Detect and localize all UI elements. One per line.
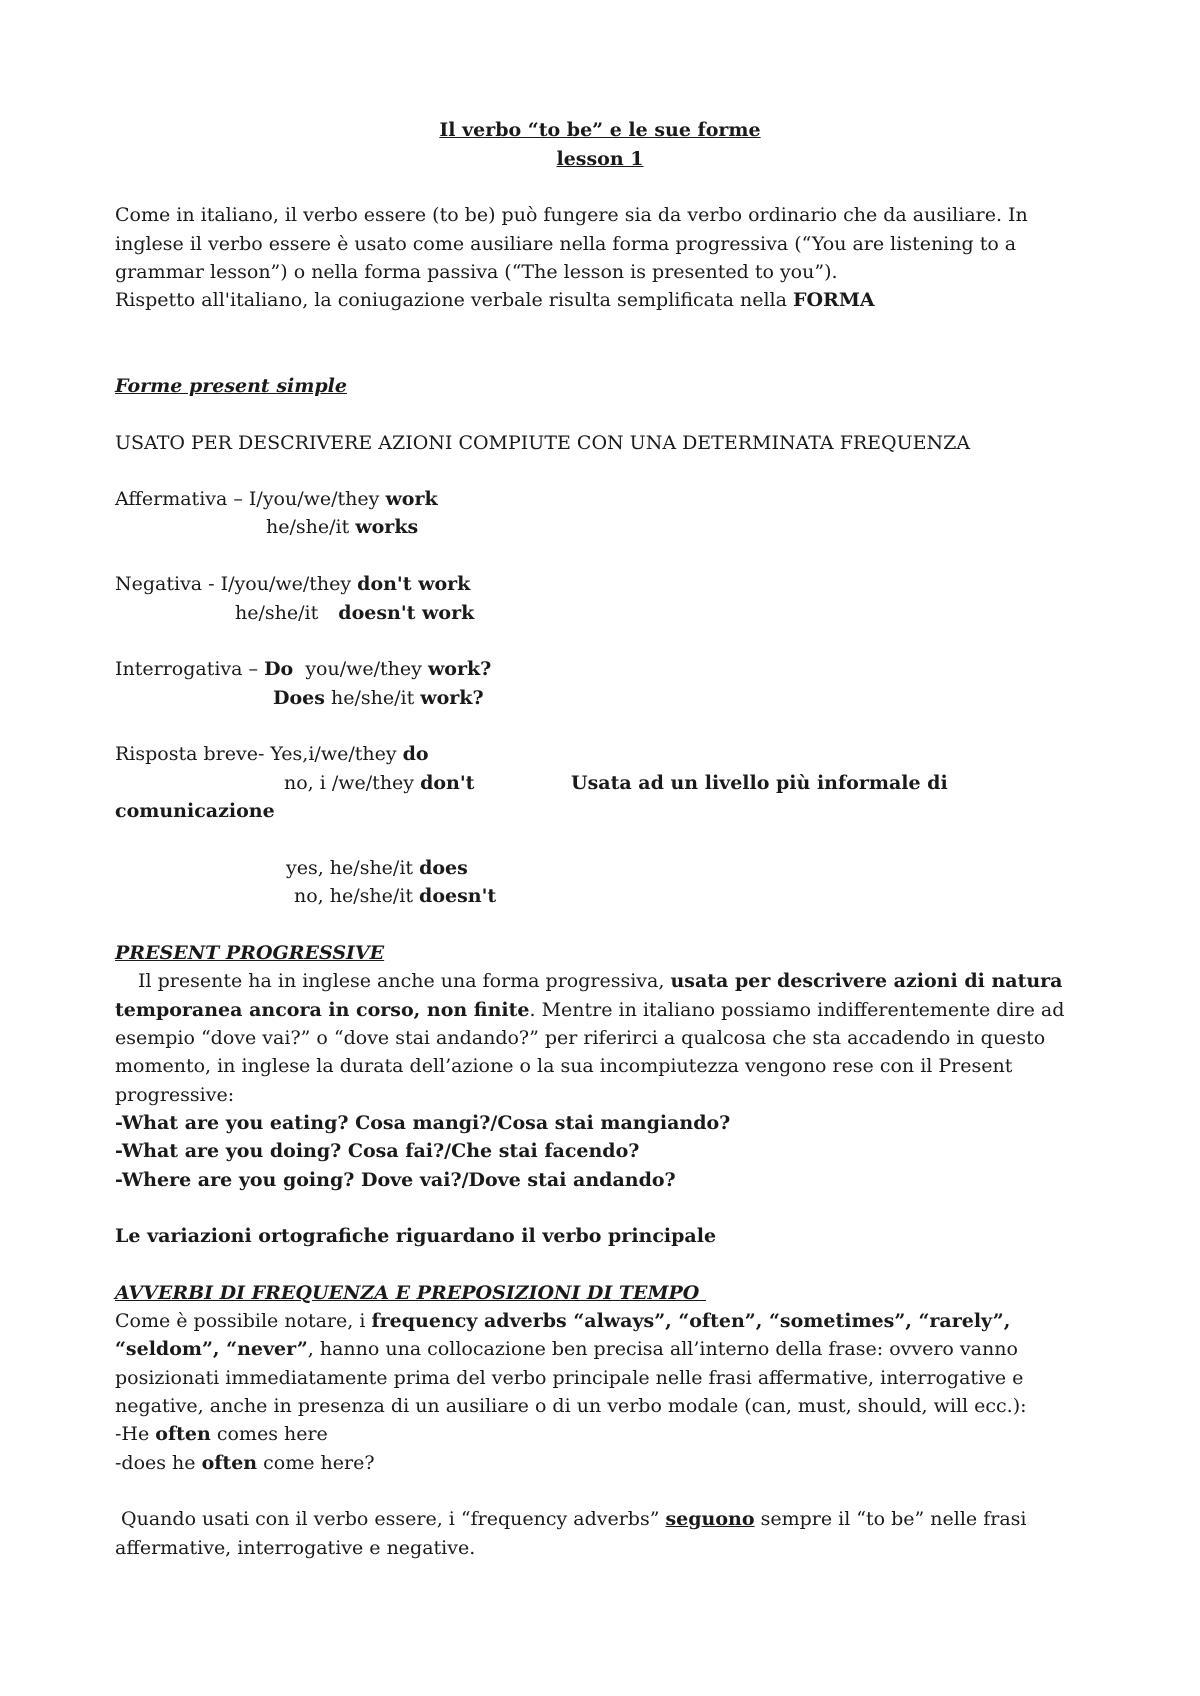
adverbs-line-3: posizionati immediatamente prima del verbo principale nelle frasi affermative, interrogative e (115, 1367, 1024, 1389)
progressive-line-1 (115, 967, 1062, 996)
interrogative-verb: work? (427, 658, 492, 680)
progressive-line-1-bold: usata per descrivere azioni di natura (670, 970, 1063, 992)
present-simple-heading: Forme present simple (115, 375, 347, 397)
progressive-line-2-bold: temporanea ancora in corso, non finite (115, 999, 530, 1021)
spelling-note (115, 1222, 716, 1251)
short-answer-line-2 (284, 769, 474, 798)
affirmative-verb-2: works (355, 516, 419, 538)
intro-line-3: grammar lesson”) o nella forma passiva (“The lesson is presented to you”). (115, 261, 838, 283)
short-answer-doesnt: doesn't (419, 885, 497, 907)
interrogative-do: Do (264, 658, 294, 680)
to-be-note-a: Quando usati con il verbo essere, i “frequency adverbs” (115, 1508, 666, 1530)
informal-note-text-2: comunicazione (115, 800, 275, 822)
to-be-note-c: sempre il “to be” nelle frasi (754, 1508, 1027, 1530)
to-be-note-seguono: seguono (665, 1508, 755, 1530)
progressive-example-2-text: -What are you doing? Cosa fai?/Che stai facendo? (115, 1140, 640, 1162)
progressive-example-1-text: -What are you eating? Cosa mangi?/Cosa stai mangiando? (115, 1112, 731, 1134)
progressive-line-5: progressive: (115, 1084, 235, 1106)
informal-note-line-1 (571, 769, 948, 798)
interrogative-line-1 (115, 655, 491, 684)
progressive-example-3-text: -Where are you going? Dove vai?/Dove stai andando? (115, 1169, 676, 1191)
adverbs-line-1 (115, 1307, 1010, 1336)
short-answer-does: does (419, 857, 468, 879)
progressive-line-2-text: . Mentre in italiano possiamo indifferentemente dire ad (529, 999, 1065, 1021)
intro-line-4 (115, 286, 875, 315)
short-answer-dont: don't (420, 772, 475, 794)
affirmative-line-2 (266, 513, 418, 542)
adverbs-example-1-b: often (155, 1423, 211, 1445)
progressive-example-3 (115, 1166, 676, 1195)
interrogative-line-2 (273, 684, 484, 713)
short-answer-line-1 (115, 740, 429, 769)
negative-line-1 (115, 570, 470, 599)
interrogative-subject-2: he/she/it (324, 687, 421, 709)
progressive-line-2 (115, 996, 1064, 1025)
to-be-note-line-1 (115, 1505, 1026, 1534)
document-title: Il verbo “to be” e le sue forme (439, 119, 761, 141)
progressive-example-2 (115, 1137, 639, 1166)
interrogative-does: Does (273, 687, 325, 709)
short-answer-line-4 (294, 882, 496, 911)
progressive-example-1 (115, 1109, 730, 1138)
adverbs-line-2 (115, 1335, 1018, 1364)
interrogative-verb-2: work? (420, 687, 484, 709)
adverbs-line-2-text: , hanno una collocazione ben precisa all’interno della frase: ovvero vanno (307, 1338, 1018, 1360)
affirmative-label: Affermativa – I/you/we/they (115, 488, 386, 510)
affirmative-verb: work (385, 488, 438, 510)
negative-line-2 (235, 599, 474, 628)
short-answer-line-3 (286, 854, 468, 883)
adverbs-example-1 (115, 1420, 328, 1449)
intro-line-2: inglese il verbo essere è usato come ausiliare nella forma progressiva (“You are listening to a (115, 233, 1017, 255)
informal-note-line-2 (115, 797, 275, 826)
adverbs-example-1-c: comes here (210, 1423, 328, 1445)
affirmative-line-1 (115, 485, 438, 514)
adverbs-example-1-a: -He (115, 1423, 156, 1445)
negative-verb: don't work (357, 573, 471, 595)
document-subtitle: lesson 1 (556, 148, 644, 170)
adverbs-example-2 (115, 1449, 375, 1478)
intro-line-4-text: Rispetto all'italiano, la coniugazione verbale risulta semplificata nella (115, 289, 793, 311)
short-answer-yes-subject: yes, he/she/it (286, 857, 420, 879)
progressive-line-4: momento, in inglese la durata dell’azione o la sua incompiutezza vengono rese con il Present (115, 1055, 1013, 1077)
intro-line-1: Come in italiano, il verbo essere (to be) può fungere sia da verbo ordinario che da ausiliare. In (115, 204, 1028, 226)
interrogative-label: Interrogativa – (115, 658, 265, 680)
negative-subject-2: he/she/it (235, 602, 325, 624)
adverbs-heading: AVVERBI DI FREQUENZA E PREPOSIZIONI DI TEMPO (115, 1282, 706, 1304)
adverbs-line-1-bold: frequency adverbs “always”, “often”, “sometimes”, “rarely”, (371, 1310, 1011, 1332)
present-simple-usage: USATO PER DESCRIVERE AZIONI COMPIUTE CON UNA DETERMINATA FREQUENZA (115, 432, 971, 454)
informal-note-text: Usata ad un livello più informale di (571, 772, 948, 794)
negative-verb-2: doesn't work (338, 602, 475, 624)
adverbs-line-4: negative, anche in presenza di un ausiliare o di un verbo modale (can, must, should, will ecc.): (115, 1395, 1027, 1417)
short-answer-label: Risposta breve- Yes,i/we/they (115, 743, 403, 765)
short-answer-no-subject: no, i /we/they (284, 772, 421, 794)
short-answer-no2-subject: no, he/she/it (294, 885, 420, 907)
progressive-line-1-text: Il presente ha in inglese anche una forma progressiva, (138, 970, 671, 992)
to-be-note-line-2: affermative, interrogative e negative. (115, 1537, 476, 1559)
adverbs-example-2-c: come here? (257, 1452, 375, 1474)
negative-label: Negativa - I/you/we/they (115, 573, 358, 595)
interrogative-subject: you/we/they (293, 658, 428, 680)
short-answer-do: do (402, 743, 429, 765)
affirmative-subject-2: he/she/it (266, 516, 356, 538)
progressive-line-3: esempio “dove vai?” o “dove stai andando?” per riferirci a qualcosa che sta accadendo in questo (115, 1027, 1046, 1049)
adverbs-line-1-text: Come è possibile notare, i (115, 1310, 372, 1332)
present-progressive-heading: PRESENT PROGRESSIVE (115, 942, 385, 964)
adverbs-example-2-b: often (201, 1452, 258, 1474)
adverbs-example-2-a: -does he (115, 1452, 202, 1474)
spelling-note-text: Le variazioni ortografiche riguardano il verbo principale (115, 1225, 717, 1247)
intro-line-4-bold: FORMA (793, 289, 875, 311)
adverbs-line-2-bold: “seldom”, “never” (115, 1338, 308, 1360)
